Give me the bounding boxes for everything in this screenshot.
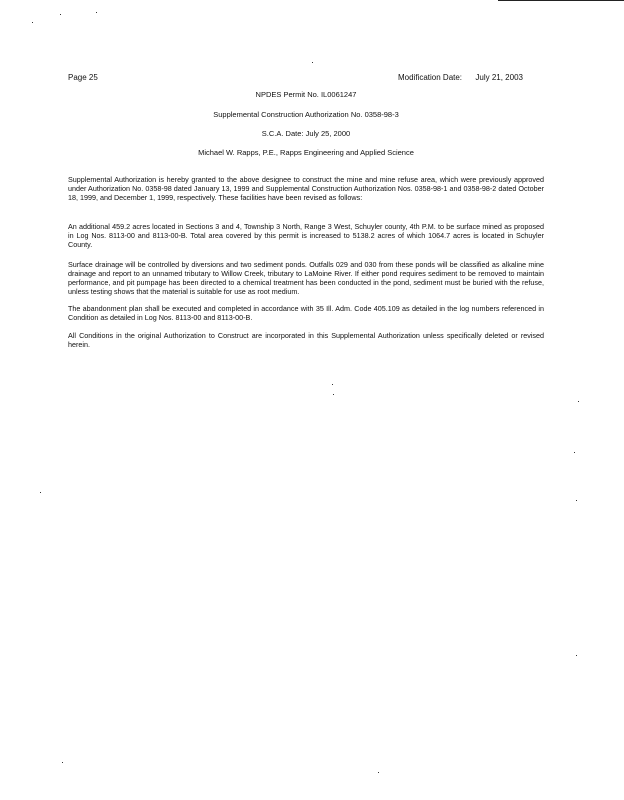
scan-speck — [62, 762, 63, 763]
scan-speck — [576, 655, 577, 656]
engineer-line: Michael W. Rapps, P.E., Rapps Engineering and Applied Science — [198, 148, 414, 157]
permit-number-line: NPDES Permit No. IL0061247 — [255, 90, 357, 99]
scan-speck — [576, 500, 577, 501]
paragraph-additional-acres: An additional 459.2 acres located in Sections 3 and 4, Township 3 North, Range 3 West, Schuyler county, 4th P.M. to be surface mined as proposed in Log Nos. 8113-00 and 8113-00-B. Total area covered by this permit is increased to 5138.2 acres of which 1064.7 acres is located in Schuyler County. — [68, 222, 544, 249]
top-rule-line — [498, 0, 624, 1]
page-number: Page 25 — [68, 73, 98, 82]
scan-speck — [333, 394, 334, 395]
paragraph-authorization: Supplemental Authorization is hereby granted to the above designee to construct the mine and mine refuse area, which were previously approved under Authorization No. 0358-98 dated January 13, 1999 and Supplemental Construction Authorization Nos. 0358-98-1 and 0358-98-2 dated October 18, 1999, and December 1, 1999, respectively. These facilities have been revised as follows: — [68, 175, 544, 202]
modification-date-value: July 21, 2003 — [475, 73, 523, 82]
scan-speck — [574, 452, 575, 453]
scan-speck — [332, 384, 333, 385]
paragraph-abandonment-plan: The abandonment plan shall be executed and completed in accordance with 35 Ill. Adm. Code 405.109 as detailed in the log numbers referenced in Condition as detailed in Log Nos. 8113-00 and 8113-00-B. — [68, 304, 544, 322]
scan-speck — [578, 401, 579, 402]
scan-speck — [60, 14, 61, 15]
scan-speck — [378, 772, 379, 773]
modification-date — [398, 73, 523, 83]
paragraph-conditions: All Conditions in the original Authorization to Construct are incorporated in this Supplemental Authorization unless specifically deleted or revised herein. — [68, 331, 544, 349]
sca-date-line: S.C.A. Date: July 25, 2000 — [261, 129, 351, 138]
supplemental-authorization-line: Supplemental Construction Authorization No. 0358-98-3 — [213, 110, 399, 119]
scan-speck — [96, 12, 97, 13]
scan-speck — [40, 492, 41, 493]
paragraph-surface-drainage: Surface drainage will be controlled by diversions and two sediment ponds. Outfalls 029 and 030 from these ponds will be classified as alkaline mine drainage and report to an unnamed tributary to Willow Creek, tributary to LaMoine River. If either pond requires sediment to be removed to maintain performance, and pit pumpage has been directed to a chemical treatment has been conducted in the pond, sediment must be buried with the refuse, unless testing shows that the material is suitable for use as root medium. — [68, 260, 544, 296]
scan-speck — [32, 22, 33, 23]
scan-speck — [312, 62, 313, 63]
modification-date-label: Modification Date: — [398, 73, 463, 82]
